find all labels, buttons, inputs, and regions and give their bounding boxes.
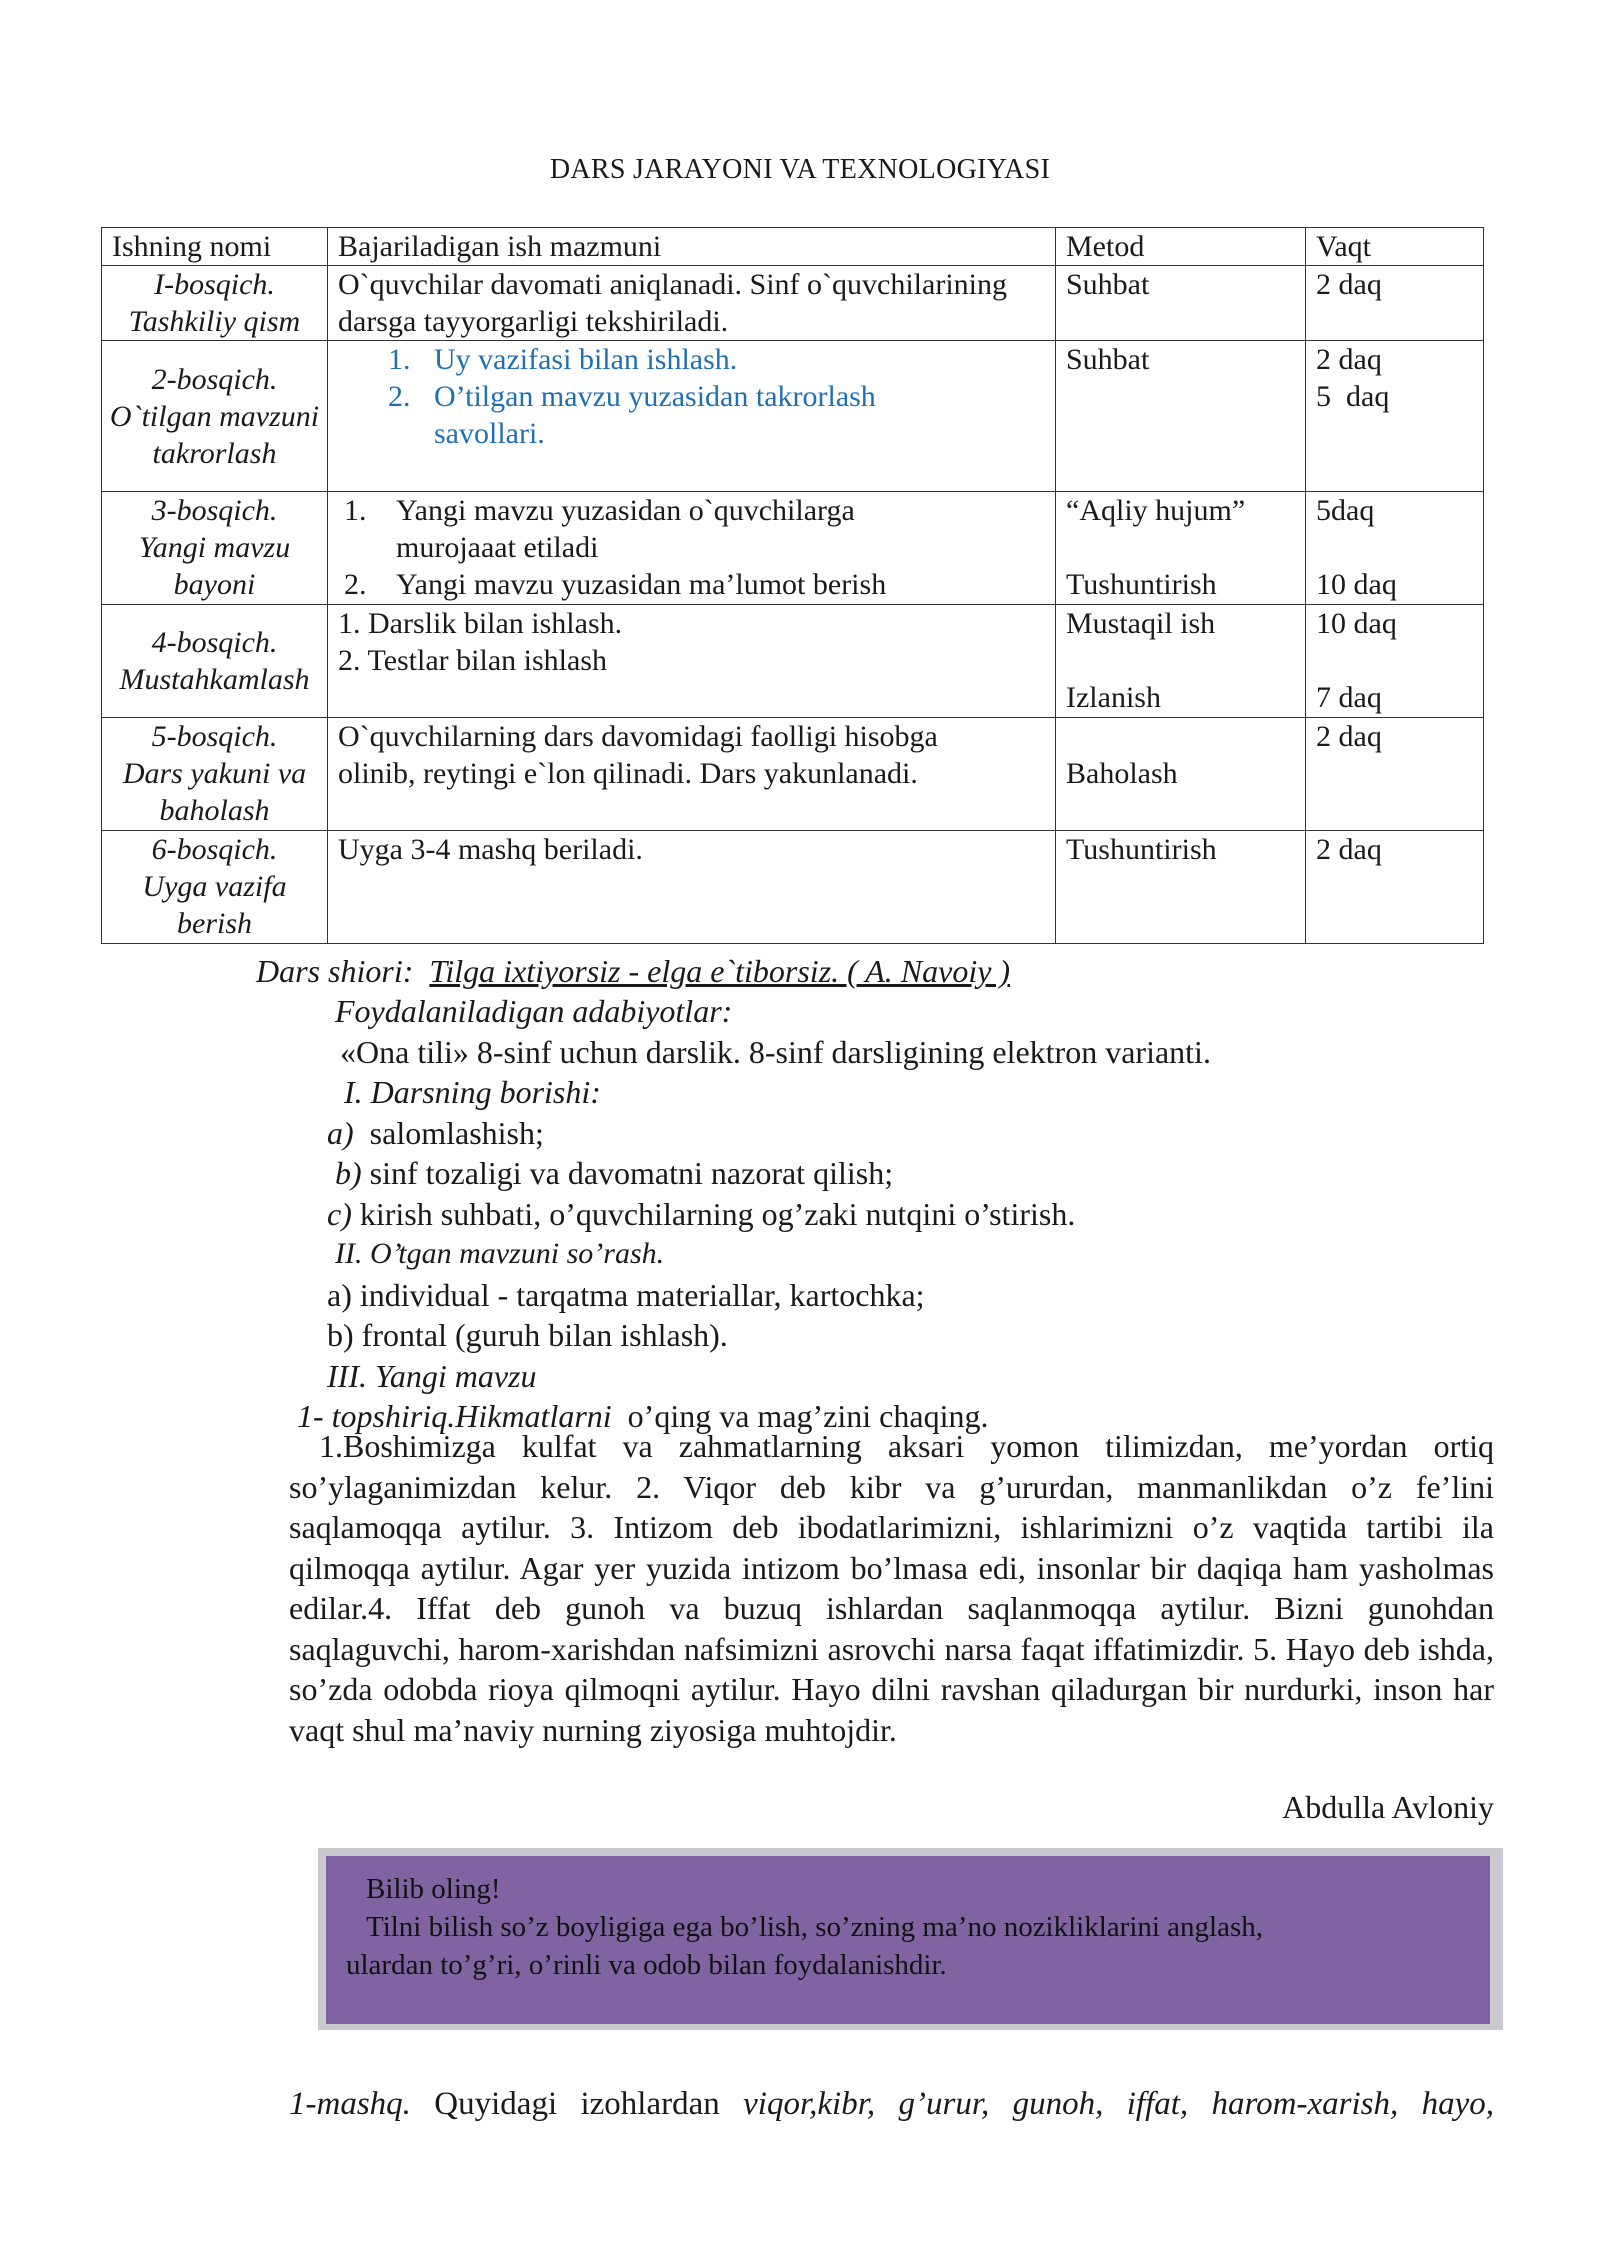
header-method: Metod bbox=[1056, 228, 1306, 266]
section-heading: II. O’tgan mavzuni so’rash. bbox=[335, 1237, 665, 1270]
method-cell: Suhbat bbox=[1056, 266, 1306, 341]
content-cell: O`quvchilarning dars davomidagi faolligi hisobga olinib, reytingi e`lon qilinadi. Dars yakunlanadi. bbox=[328, 718, 1056, 831]
callout-text: Tilni bilish so’z boyligiga ega bo’lish, so’zning ma’no nozikliklarini anglash, bbox=[366, 1911, 1264, 1943]
content-cell: 1. Uy vazifasi bilan ishlash. 2. O’tilgan mavzu yuzasidan takrorlash savollari. bbox=[328, 341, 1056, 492]
quote-paragraph: 1.Boshimizga kulfat va zahmatlarning aksari yomon tilimizdan, me’yordan ortiq so’ylaganimizdan kelur. 2. Viqor deb kibr va g’ururdan, manmanlikdan o’z fe’lini saqlamoqqa aytilur. 3. Intizom deb ibodatlarimizni, ishlarimizni o’z vaqtida tartibi ila qilmoqqa aytilur. Agar yer yuzida intizom bo’lmasa edi, insonlar bir daqiqa ham yasholmas edilar.4. Iffat deb gunoh va buzuq ishlardan saqlanmoqqa aytilur. Bizni gunohdan saqlaguvchi, harom-xarishdan nafsimizni asrovchi narsa faqat iffatimizdir. 5. Hayo deb ishda, so’zda odobda rioya qilmoqni aytilur. Hayo dilni ravshan qiladurgan bir nurdurki, inson har vaqt shul ma’naviy nurning ziyosiga muhtojdir. bbox=[289, 1428, 1494, 1748]
stage-cell: 3-bosqich. Yangi mavzu bayoni bbox=[102, 492, 328, 605]
callout-text: ulardan to’g’ri, o’rinli va odob bilan foydalanishdir. bbox=[346, 1949, 947, 1981]
time-cell: 5daq 10 daq bbox=[1306, 492, 1484, 605]
header-time: Vaqt bbox=[1306, 228, 1484, 266]
header-stage: Ishning nomi bbox=[102, 228, 328, 266]
table-header-row bbox=[102, 228, 1484, 266]
callout-title: Bilib oling! bbox=[366, 1873, 501, 1905]
time-cell: 10 daq 7 daq bbox=[1306, 605, 1484, 718]
exercise-line: 1-mashq. Quyidagi izohlardan viqor,kibr, g’urur, gunoh, iffat, harom-xarish, hayo, bbox=[289, 2086, 1494, 2122]
method-cell: Tushuntirish bbox=[1056, 831, 1306, 944]
stage-cell: 4-bosqich. Mustahkamlash bbox=[102, 605, 328, 718]
lesson-motto: Dars shiori: Tilga ixtiyorsiz - elga e`tiborsiz. ( A. Navoiy ) bbox=[256, 953, 1011, 989]
content-cell: 1. Darslik bilan ishlash. 2. Testlar bilan ishlash bbox=[328, 605, 1056, 718]
content-cell: O`quvchilar davomati aniqlanadi. Sinf o`quvchilarining darsga tayyorgarligi tekshiriladi. bbox=[328, 266, 1056, 341]
table-row bbox=[102, 266, 1484, 341]
list-item: a) individual - tarqatma materiallar, kartochka; bbox=[327, 1277, 925, 1313]
list-item: 1. Uy vazifasi bilan ishlash. bbox=[388, 343, 738, 376]
list-item: 1. Yangi mavzu yuzasidan o`quvchilarga bbox=[344, 494, 855, 527]
time-cell: 2 daq bbox=[1306, 831, 1484, 944]
section-heading: III. Yangi mavzu bbox=[327, 1358, 537, 1394]
table-row bbox=[102, 831, 1484, 944]
stage-cell: 6-bosqich. Uyga vazifa berish bbox=[102, 831, 328, 944]
stage-cell: 5-bosqich. Dars yakuni va baholash bbox=[102, 718, 328, 831]
list-item: b) sinf tozaligi va davomatni nazorat qilish; bbox=[335, 1155, 894, 1191]
time-cell: 2 daq 5 daq bbox=[1306, 341, 1484, 492]
table-row bbox=[102, 341, 1484, 492]
page-title: DARS JARAYONI VA TEXNOLOGIYASI bbox=[549, 154, 1051, 185]
literature-text: «Ona tili» 8-sinf uchun darslik. 8-sinf darsligining elektron varianti. bbox=[340, 1034, 1211, 1070]
table-row bbox=[102, 718, 1484, 831]
list-item: 2. Yangi mavzu yuzasidan ma’lumot berish bbox=[344, 568, 887, 601]
method-cell: Suhbat bbox=[1056, 341, 1306, 492]
method-cell: “Aqliy hujum” Tushuntirish bbox=[1056, 492, 1306, 605]
stage-cell: 2-bosqich. O`tilgan mavzuni takrorlash bbox=[102, 341, 328, 492]
literature-label: Foydalaniladigan adabiyotlar: bbox=[335, 993, 733, 1029]
method-cell: Baholash bbox=[1056, 718, 1306, 831]
task-line: 1- topshiriq.Hikmatlarni o’qing va mag’zini chaqing. bbox=[297, 1398, 989, 1434]
content-cell: 1. Yangi mavzu yuzasidan o`quvchilarga murojaaat etiladi 2. Yangi mavzu yuzasidan ma’lumot berish bbox=[328, 492, 1056, 605]
list-item: b) frontal (guruh bilan ishlash). bbox=[327, 1317, 728, 1353]
time-cell: 2 daq bbox=[1306, 266, 1484, 341]
section-heading: I. Darsning borishi: bbox=[344, 1074, 601, 1110]
lesson-process-table bbox=[101, 227, 1484, 944]
time-cell: 2 daq bbox=[1306, 718, 1484, 831]
list-item: a) salomlashish; bbox=[327, 1115, 544, 1151]
header-content: Bajariladigan ish mazmuni bbox=[328, 228, 1056, 266]
list-item: 2. O’tilgan mavzu yuzasidan takrorlash bbox=[388, 380, 876, 413]
content-cell: Uyga 3-4 mashq beriladi. bbox=[328, 831, 1056, 944]
info-callout-box bbox=[326, 1856, 1490, 2024]
stage-cell: I-bosqich. Tashkiliy qism bbox=[102, 266, 328, 341]
list-item: c) kirish suhbati, o’quvchilarning og’zaki nutqini o’stirish. bbox=[327, 1196, 1076, 1232]
table-row bbox=[102, 492, 1484, 605]
method-cell: Mustaqil ish Izlanish bbox=[1056, 605, 1306, 718]
table-row bbox=[102, 605, 1484, 718]
quote-author: Abdulla Avloniy bbox=[1282, 1789, 1494, 1825]
